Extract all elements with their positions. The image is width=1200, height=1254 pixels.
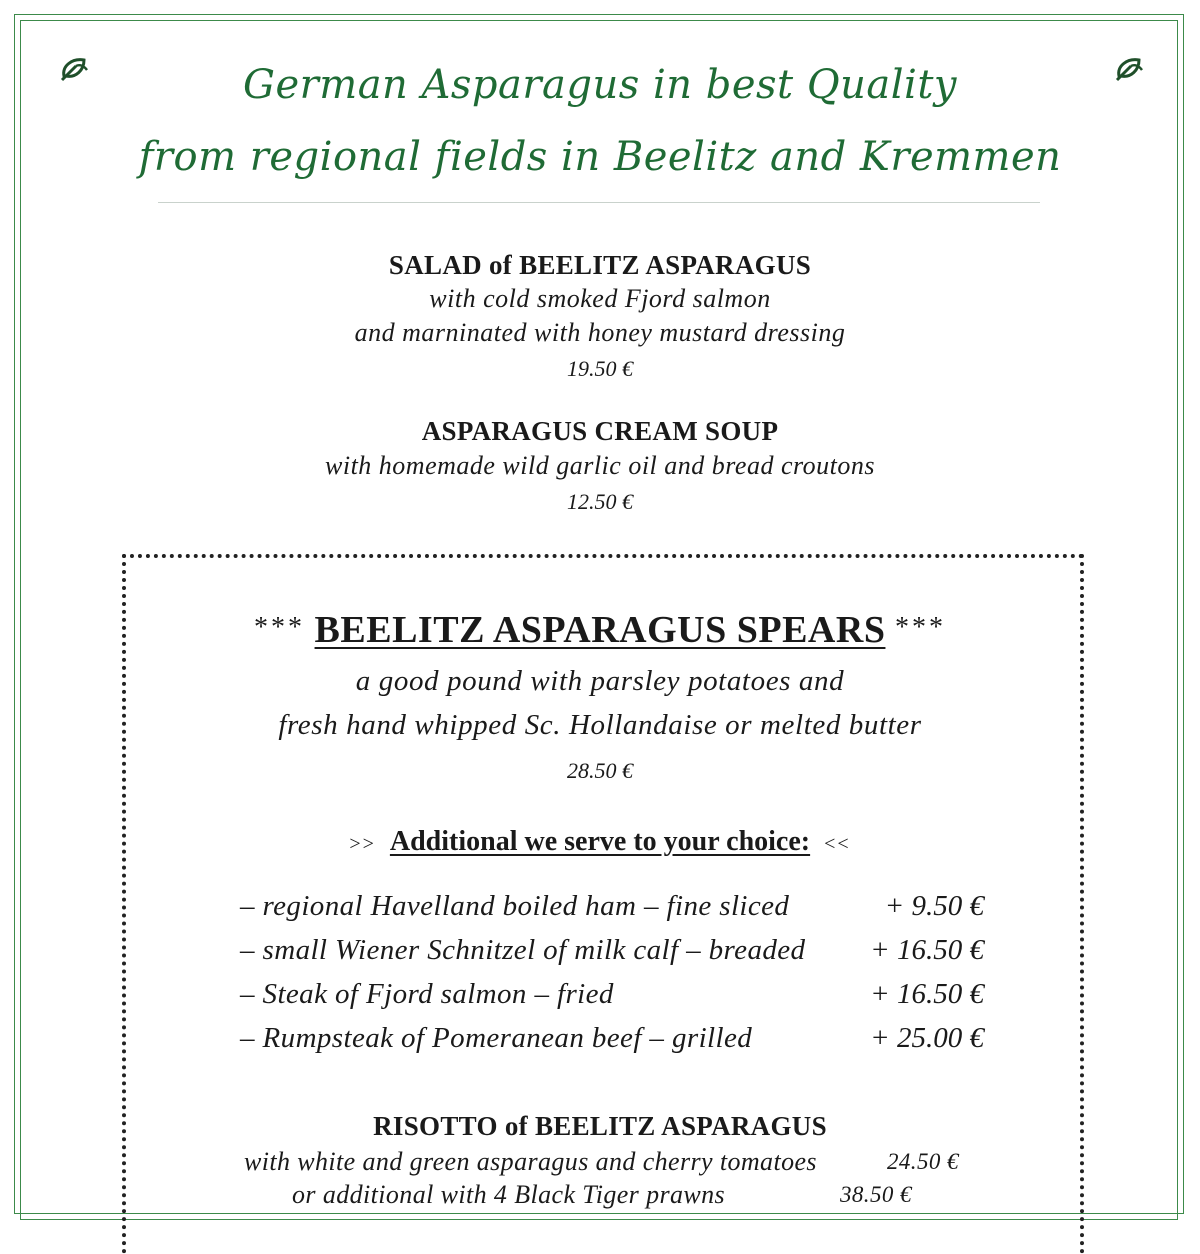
list-item: [240, 934, 990, 974]
list-item: [240, 890, 990, 930]
risotto-price-2: 38.50 €: [840, 1182, 912, 1207]
risotto-line-1: with white and green asparagus and cherry tomatoes: [244, 1147, 817, 1176]
dish-price-salad: 19.50 €: [567, 356, 633, 381]
risotto-line-2: or additional with 4 Black Tiger prawns: [292, 1180, 726, 1209]
spears-desc-1: a good pound with parsley potatoes and: [355, 665, 845, 697]
dish-title-salad: SALAD of BEELITZ ASPARAGUS: [388, 250, 812, 280]
dish-desc-salad-2: and marninated with honey mustard dressing: [354, 318, 846, 347]
stars-left: ***: [254, 612, 306, 643]
extra-name: – regional Havelland boiled ham – fine sliced: [240, 890, 790, 922]
spears-price: 28.50 €: [567, 758, 633, 783]
header-divider: [158, 202, 1040, 203]
extra-name: – Rumpsteak of Pomeranean beef – grilled: [240, 1022, 753, 1054]
extra-price: + 9.50 €: [884, 890, 984, 922]
extra-price: + 16.50 €: [870, 934, 984, 966]
dish-title-risotto: RISOTTO of BEELITZ ASPARAGUS: [373, 1111, 827, 1141]
extra-price: + 16.50 €: [870, 978, 984, 1010]
arrows-left: >>: [349, 833, 376, 855]
arrows-right: <<: [824, 833, 851, 855]
header-line-2: from regional fields in Beelitz and Kremmen: [138, 134, 1062, 180]
spears-title-text: BEELITZ ASPARAGUS SPEARS: [314, 609, 886, 651]
additional-heading: [0, 826, 1200, 858]
dish-title-soup: ASPARAGUS CREAM SOUP: [421, 416, 779, 446]
dish-desc-salad-1: with cold smoked Fjord salmon: [429, 284, 771, 313]
additional-label: Additional we serve to your choice:: [389, 826, 811, 857]
dish-price-soup: 12.50 €: [567, 489, 633, 514]
risotto-price-1: 24.50 €: [887, 1149, 959, 1174]
header-line-1: German Asparagus in best Quality: [243, 62, 957, 108]
extra-price: + 25.00 €: [870, 1022, 984, 1054]
list-item: [240, 978, 990, 1018]
stars-right: ***: [894, 612, 946, 643]
extra-name: – Steak of Fjord salmon – fried: [240, 978, 614, 1010]
dish-desc-soup-1: with homemade wild garlic oil and bread croutons: [325, 451, 875, 480]
spears-title: [0, 608, 1200, 652]
extra-name: – small Wiener Schnitzel of milk calf – breaded: [240, 934, 806, 966]
spears-desc-2: fresh hand whipped Sc. Hollandaise or melted butter: [278, 709, 922, 741]
list-item: [240, 1022, 990, 1062]
